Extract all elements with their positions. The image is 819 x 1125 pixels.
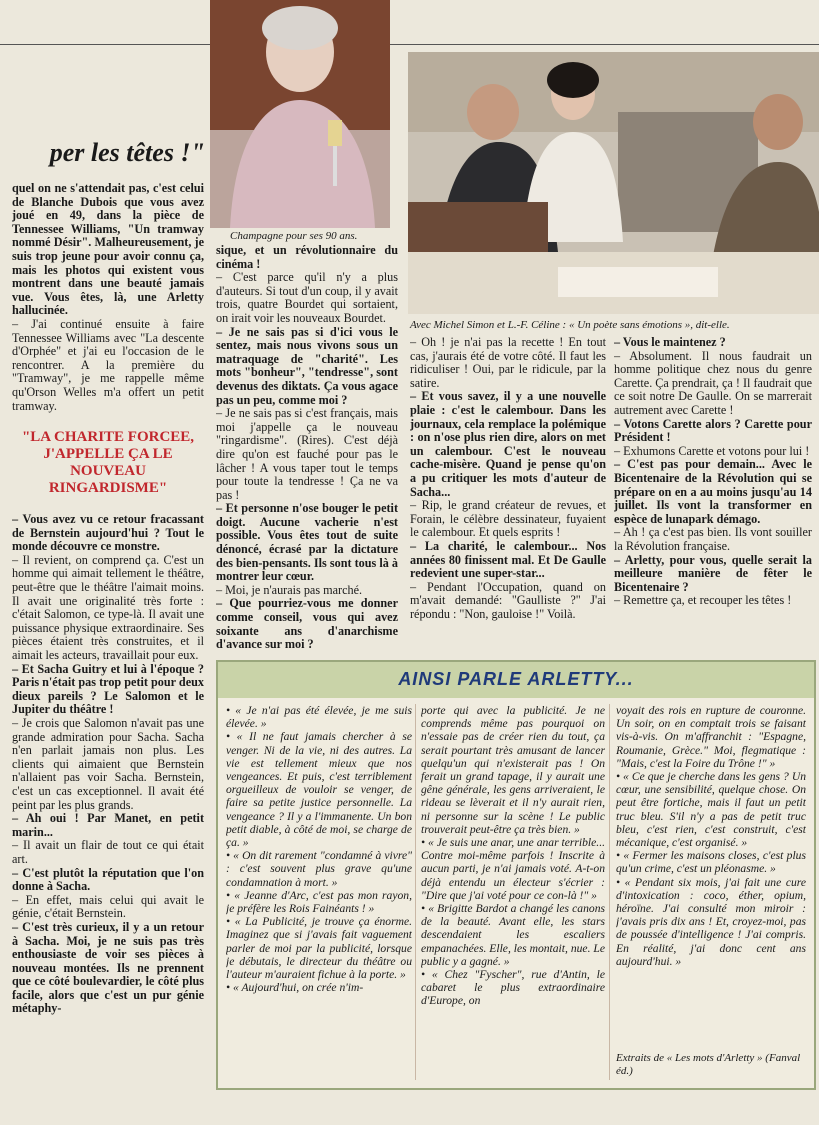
column-1-paragraphs-b	[12, 513, 204, 1016]
paragraph: – Moi, je n'aurais pas marché.	[216, 582, 363, 597]
paragraph: – C'est parce qu'il n'y a plus d'auteurs. Si tout d'un coup, il y avait trois, quatre Bourdet qui sortaient, on irait voir les nouveaux Bourdet.	[216, 270, 398, 325]
quote-paragraph: • « Jeanne d'Arc, c'est pas mon rayon, je préfère les Rois Fainéants ! »	[226, 888, 412, 916]
paragraph: – J'ai continué ensuite à faire Tennessee Williams avec "La descente d'Orphée" et j'ai eu l'occasion de le rencontrer. A la première du "Tramway", je me rappelle même qu'Orson Welles m'a offert un petit tramway.	[12, 316, 204, 413]
box-column-2	[421, 704, 605, 1084]
paragraph: – Ah ! ça c'est pas bien. Ils vont souiller la Révolution française.	[614, 525, 812, 553]
box-column-1	[226, 704, 412, 1084]
photo-caption-left: Champagne pour ses 90 ans.	[230, 230, 358, 242]
paragraph: – Et vous savez, il y a une nouvelle plaie : c'est le calembour. Dans les journaux, cela remplace la polémique : on n'ose plus rien dire, alors on met un calembour. C'est le nouveau cache-misère. Quand je pense qu'on a pu critiquer les mots d'auteur de Sacha...	[410, 389, 606, 499]
paragraph: – Et Sacha Guitry et lui à l'époque ? Paris n'était pas trop petit pour deux dieux pareils ? Le Salomon et le Jupiter du théâtre !	[12, 661, 204, 717]
paragraph: quel on ne s'attendait pas, c'est celui de Blanche Dubois que vous avez joué en 49, dans la pièce de Tennessee Williams, "Un tramway nommé Désir". Malheureusement, je suis trop jeune pour avoir connu ça, mais les photos qui existent vous montrent dans une beauté jamais vue. Vous êtes, là, une Arletty hallucinée.	[12, 182, 204, 318]
paragraph: – Il revient, on comprend ça. C'est un homme qui aimait tellement le théâtre, peut-être que le théâtre l'aimait moins. Il avait une originalité très forte : c'était Salomon, ce type-là. Il avait une puissance physique extraordinaire. Ses pièces étaient très construites, et il aimait les acteurs, travaillait pour eux.	[12, 552, 204, 663]
paragraph: – La charité, le calembour... Nos années 80 finissent mal. Et De Gaulle redevient une super-star...	[410, 538, 606, 581]
paragraph: sique, et un révolutionnaire du cinéma !	[216, 244, 398, 271]
quote-paragraph: • « La Publicité, je trouve ça énorme. Imaginez que si j'avais fait vaguement parler de moi par la publicité, lorsque je débutais, le directeur du théâtre ou l'auteur m'auraient fichue à la porte. »	[226, 915, 412, 982]
column-1-paragraphs-a	[12, 182, 204, 413]
paragraph: – Ah oui ! Par Manet, en petit marin...	[12, 811, 204, 839]
box-divider-1	[415, 704, 416, 1080]
photo-champagne	[210, 0, 390, 228]
paragraph: – Que pourriez-vous me donner comme conseil, vous qui avez soixante ans d'anarchisme d'avance sur moi ?	[216, 596, 398, 652]
article-column-3	[410, 336, 606, 658]
quote-paragraph: • « Pendant six mois, j'ai fait une cure d'intoxication : coco, éther, opium, héroïne. J'ai consulté mon miroir : j'avais pris dix ans ! Et, croyez-moi, pas de poussée d'intelligence ! J'ai compris. En réalité, j'ai donc cent ans aujourd'hui. »	[616, 875, 806, 968]
paragraph: – En effet, mais celui qui avait le génie, c'était Bernstein.	[12, 892, 204, 921]
quote-paragraph: • « Chez "Fyscher", rue d'Antin, le cabaret le plus extraordinaire d'Europe, on	[421, 968, 605, 1008]
quote-paragraph: • « Fermer les maisons closes, c'est plus qu'un crime, c'est un pléonasme. »	[616, 849, 806, 876]
paragraph: – Je ne sais pas si d'ici vous le sentez, mais nous vivons sous un matraquage de "charité". Les mots "bonheur", "tendresse", sont devenus des diktats. Ça vous agace pas un peu, comme moi ?	[216, 324, 398, 407]
article-column-4	[614, 336, 812, 658]
box-divider-2	[609, 704, 610, 1080]
paragraph: – Votons Carette alors ? Carette pour Président !	[614, 416, 812, 445]
quote-paragraph: • « Brigitte Bardot a changé les canons de la beauté. Avant elle, les stars descendaient les escaliers empanachées. Elle, les montait, nue. Le public y a gagné. »	[421, 902, 605, 968]
photo-caption-right: Avec Michel Simon et L.-F. Céline : « Un poète sans émotions », dit-elle.	[410, 319, 730, 331]
quote-paragraph: porte qui avec la publicité. Je ne comprends même pas pourquoi on n'essaie pas de créer rien du tout, ça serait pourtant très amusant de lancer quelqu'un qui n'existerait pas ! On ferait un grand tapage, il y aurait une gêne générale, les gens arriveraient, le rideau se lèverait et il n'y aurait rien, ni personne sur la scène ! Le public trouverait peut-être ça très bien. »	[421, 704, 605, 836]
article-column-1	[12, 182, 204, 1062]
paragraph: – Pendant l'Occupation, quand on m'avait demandé: "Gaulliste ?" J'ai répondu : "Non, gauloise !" Voilà.	[410, 579, 606, 621]
quote-paragraph: • « On dit rarement "condamné à vivre" : c'est souvent plus grave qu'une condamnation à mort. »	[226, 849, 412, 889]
article-headline: per les têtes !"	[49, 138, 205, 167]
quote-paragraph: voyait des rois en rupture de couronne. Un soir, on en comptait trois se faisant vis-à-vis. On m'affranchit : "Espagne, Roumanie, Grèce." Moi, flegmatique : "Mais, c'est la Foire du Trône !" »	[616, 704, 806, 770]
quote-box	[216, 660, 816, 1090]
paragraph: – C'est pas pour demain... Avec le Bicentenaire de la Révolution qui se prépare on en a au moins jusqu'au 14 juillet. Ils vont la transformer en espèce de lunapark démago.	[614, 457, 812, 526]
top-rule	[0, 44, 819, 45]
quote-paragraph: • « Ce que je cherche dans les gens ? Un cœur, une sensibilité, quelque chose. On peut être fortiche, mais il faut un petit truc bleu. S'il n'y a pas de petit truc bleu, c'est rien, c'est construit, c'est mécanique, c'est organisé. »	[616, 770, 806, 850]
quote-paragraph: • « Je suis une anar, une anar terrible... Contre moi-même parfois ! Inscrite à aucun parti, je n'ai jamais voté. A-t-on déjà entendu un électeur s'écrier : "Dire que j'ai voté pour ce con-là !" »	[421, 836, 605, 902]
paragraph: – Remettre ça, et recouper les têtes !	[614, 593, 792, 608]
article-column-2	[216, 244, 398, 658]
paragraph: – C'est plutôt la réputation que l'on donne à Sacha.	[12, 865, 204, 894]
paragraph: – Rip, le grand créateur de revues, et Forain, le célèbre dessinateur, fuyaient le calembour. Et quels esprits !	[410, 498, 606, 540]
quote-paragraph: • « Aujourd'hui, on crée n'im-	[226, 981, 364, 995]
box-credit: Extraits de « Les mots d'Arletty » (Fanval éd.)	[616, 1052, 801, 1077]
paragraph: – Je ne sais pas si c'est français, mais moi j'appelle ça le nouveau "ringardisme". (Rires). C'est déjà dire qu'on est fauché pour pas le lâcher ! A vous taper tout le temps pour toute la tendresse ! Ça ne va pas !	[216, 406, 398, 502]
paragraph: – Exhumons Carette et votons pour lui !	[614, 443, 810, 458]
paragraph: – Oh ! je n'ai pas la recette ! En tout cas, j'aurais été de votre côté. Il faut les ridiculiser ! Oui, par le ridicule, par la satire.	[410, 336, 606, 390]
group-photo-illustration	[408, 52, 819, 314]
paragraph: – Je crois que Salomon n'avait pas une grande admiration pour Sacha. Sacha n'en parlait jamais non plus. Les clients qui aimaient que Bernstein n'allaient pas voir Sacha. Bernstein, c'est un cas exceptionnel. Il avait été peint par les plus grands.	[12, 716, 204, 812]
photo-simon-celine	[408, 52, 819, 314]
paragraph: – Il avait un flair de tout ce qui était art.	[12, 838, 204, 866]
portrait-illustration	[210, 0, 390, 228]
paragraph: – Arletty, pour vous, quelle serait la meilleure manière de fêter le Bicentenaire ?	[614, 552, 812, 594]
box-title: AINSI PARLE ARLETTY...	[398, 669, 634, 689]
quote-paragraph: • « Je n'ai pas été élevée, je me suis élevée. »	[226, 704, 412, 731]
quote-paragraph: • « Il ne faut jamais chercher à se venger. Ni de la vie, ni des autres. La vie est tellement mieux que nos vengeances. Et puis, c'est terriblement orgueilleux de vouloir se venger, de faire sa petite justice personnelle. La vengeance ? Il y a l'immanente. Un bon petit diable, à côté de moi, se charge de ça. »	[226, 730, 412, 850]
box-column-3	[616, 704, 806, 1044]
paragraph: – C'est très curieux, il y a un retour à Sacha. Moi, je ne suis pas très enthousiaste de voir ses pièces à nouveau montées. Ils ne prennent que ce côté boulevardier, le côté plus facile, alors que c'est un pur génie métaphy-	[12, 919, 204, 1016]
paragraph: – Et personne n'ose bouger le petit doigt. Aucune vacherie n'est possible. Vous êtes tout de suite dénoncé, écrasé par la dictature des bien-pensants. Ils sont tous là à montrer leur cœur.	[216, 501, 398, 584]
paragraph: – Absolument. Il nous faudrait un homme politique chez nous du genre Carette. Ça prendrait, ça ! Il faudrait que ce soit notre De Gaulle. On se marrerait autrement avec Carette !	[614, 348, 812, 417]
subheading: "LA CHARITE FORCEE, J'APPELLE ÇA LE NOUVEAU RINGARDISME"	[21, 429, 195, 497]
paragraph: – Vous le maintenez ?	[614, 336, 726, 349]
paragraph: – Vous avez vu ce retour fracassant de Bernstein aujourd'hui ? Tout le monde découvre ce monstre.	[12, 512, 204, 554]
